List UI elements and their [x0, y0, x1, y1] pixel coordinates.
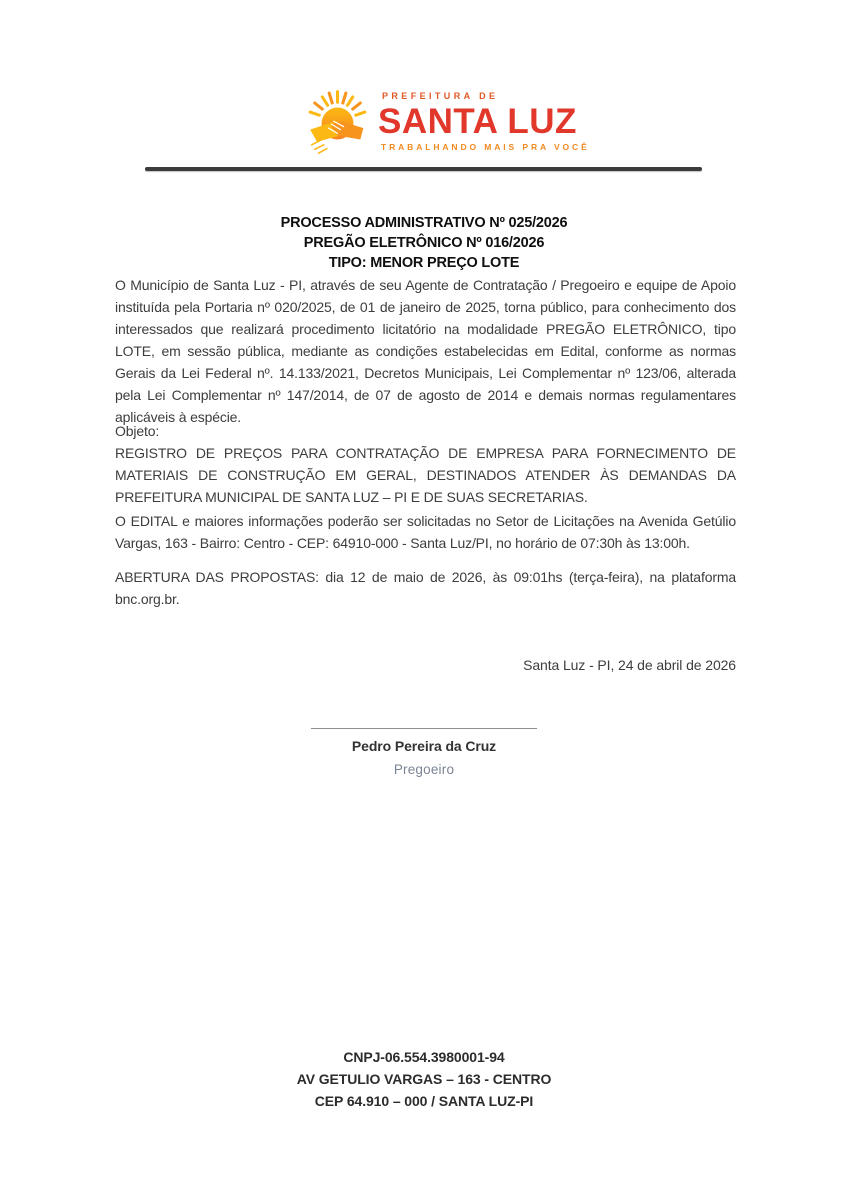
title-pregao: PREGÃO ELETRÔNICO Nº 016/2026: [303, 235, 545, 251]
title-processo: PROCESSO ADMINISTRATIVO Nº 025/2026: [280, 215, 568, 231]
city-hall-logo: [298, 84, 590, 160]
signature-rule: [311, 728, 537, 729]
objeto-label: Objeto:: [115, 423, 160, 439]
place-date-line: Santa Luz - PI, 24 de abril de 2026: [523, 657, 736, 673]
abertura-paragraph: ABERTURA DAS PROPOSTAS: dia 12 de maio de 2026, às 09:01hs (terça-feira), na plataforma bnc.org.br.: [115, 569, 736, 607]
logo-tagline: TRABALHANDO MAIS PRA VOCÊ: [381, 142, 590, 152]
signature-block: [0, 728, 848, 777]
edital-paragraph: O EDITAL e maiores informações poderão ser solicitadas no Setor de Licitações na Avenida Getúlio Vargas, 163 - Bairro: Centro - CEP: 64910-000 - Santa Luz/PI, no horário de 07:30h às 13:00h.: [115, 513, 736, 551]
signer-name: Pedro Pereira da Cruz: [351, 738, 497, 754]
logo-city-name: SANTA LUZ: [378, 102, 577, 141]
footer-block: [0, 1046, 848, 1112]
footer-cnpj: CNPJ-06.554.3980001-94: [343, 1049, 505, 1065]
intro-paragraph: O Município de Santa Luz - PI, através de seu Agente de Contratação / Pregoeiro e equipe de Apoio instituída pela Portaria nº 020/2025, de 01 de janeiro de 2025, torna público, para conhecimento dos interessados que realizará procedimento licitatório na modalidade PREGÃO ELETRÔNICO, tipo LOTE, em sessão pública, mediante as condições estabelecidas em Edital, conforme as normas Gerais da Lei Federal nº. 14.133/2021, Decretos Municipais, Lei Complementar nº 123/06, alterada pela Lei Complementar nº 147/2014, de 07 de agosto de 2014 e demais normas regulamentares aplicáveis à espécie.: [115, 277, 736, 425]
logo-prefeitura-de: PREFEITURA DE: [382, 91, 499, 101]
header-divider-rule: [145, 167, 702, 171]
objeto-text: REGISTRO DE PREÇOS PARA CONTRATAÇÃO DE EMPRESA PARA FORNECIMENTO DE MATERIAIS DE CONSTRUÇÃO EM GERAL, DESTINADOS ATENDER ÀS DEMANDAS DA PREFEITURA MUNICIPAL DE SANTA LUZ – PI E DE SUAS SECRETARIAS.: [115, 445, 736, 505]
footer-cep: CEP 64.910 – 000 / SANTA LUZ-PI: [314, 1093, 534, 1109]
document-title-block: [0, 213, 848, 273]
title-tipo: TIPO: MENOR PREÇO LOTE: [328, 255, 520, 271]
sun-handshake-icon: [298, 84, 374, 160]
logo-text-block: [378, 84, 590, 152]
objeto-section: [115, 420, 736, 508]
footer-address: AV GETULIO VARGAS – 163 - CENTRO: [296, 1071, 552, 1087]
signer-role: Pregoeiro: [393, 762, 455, 777]
